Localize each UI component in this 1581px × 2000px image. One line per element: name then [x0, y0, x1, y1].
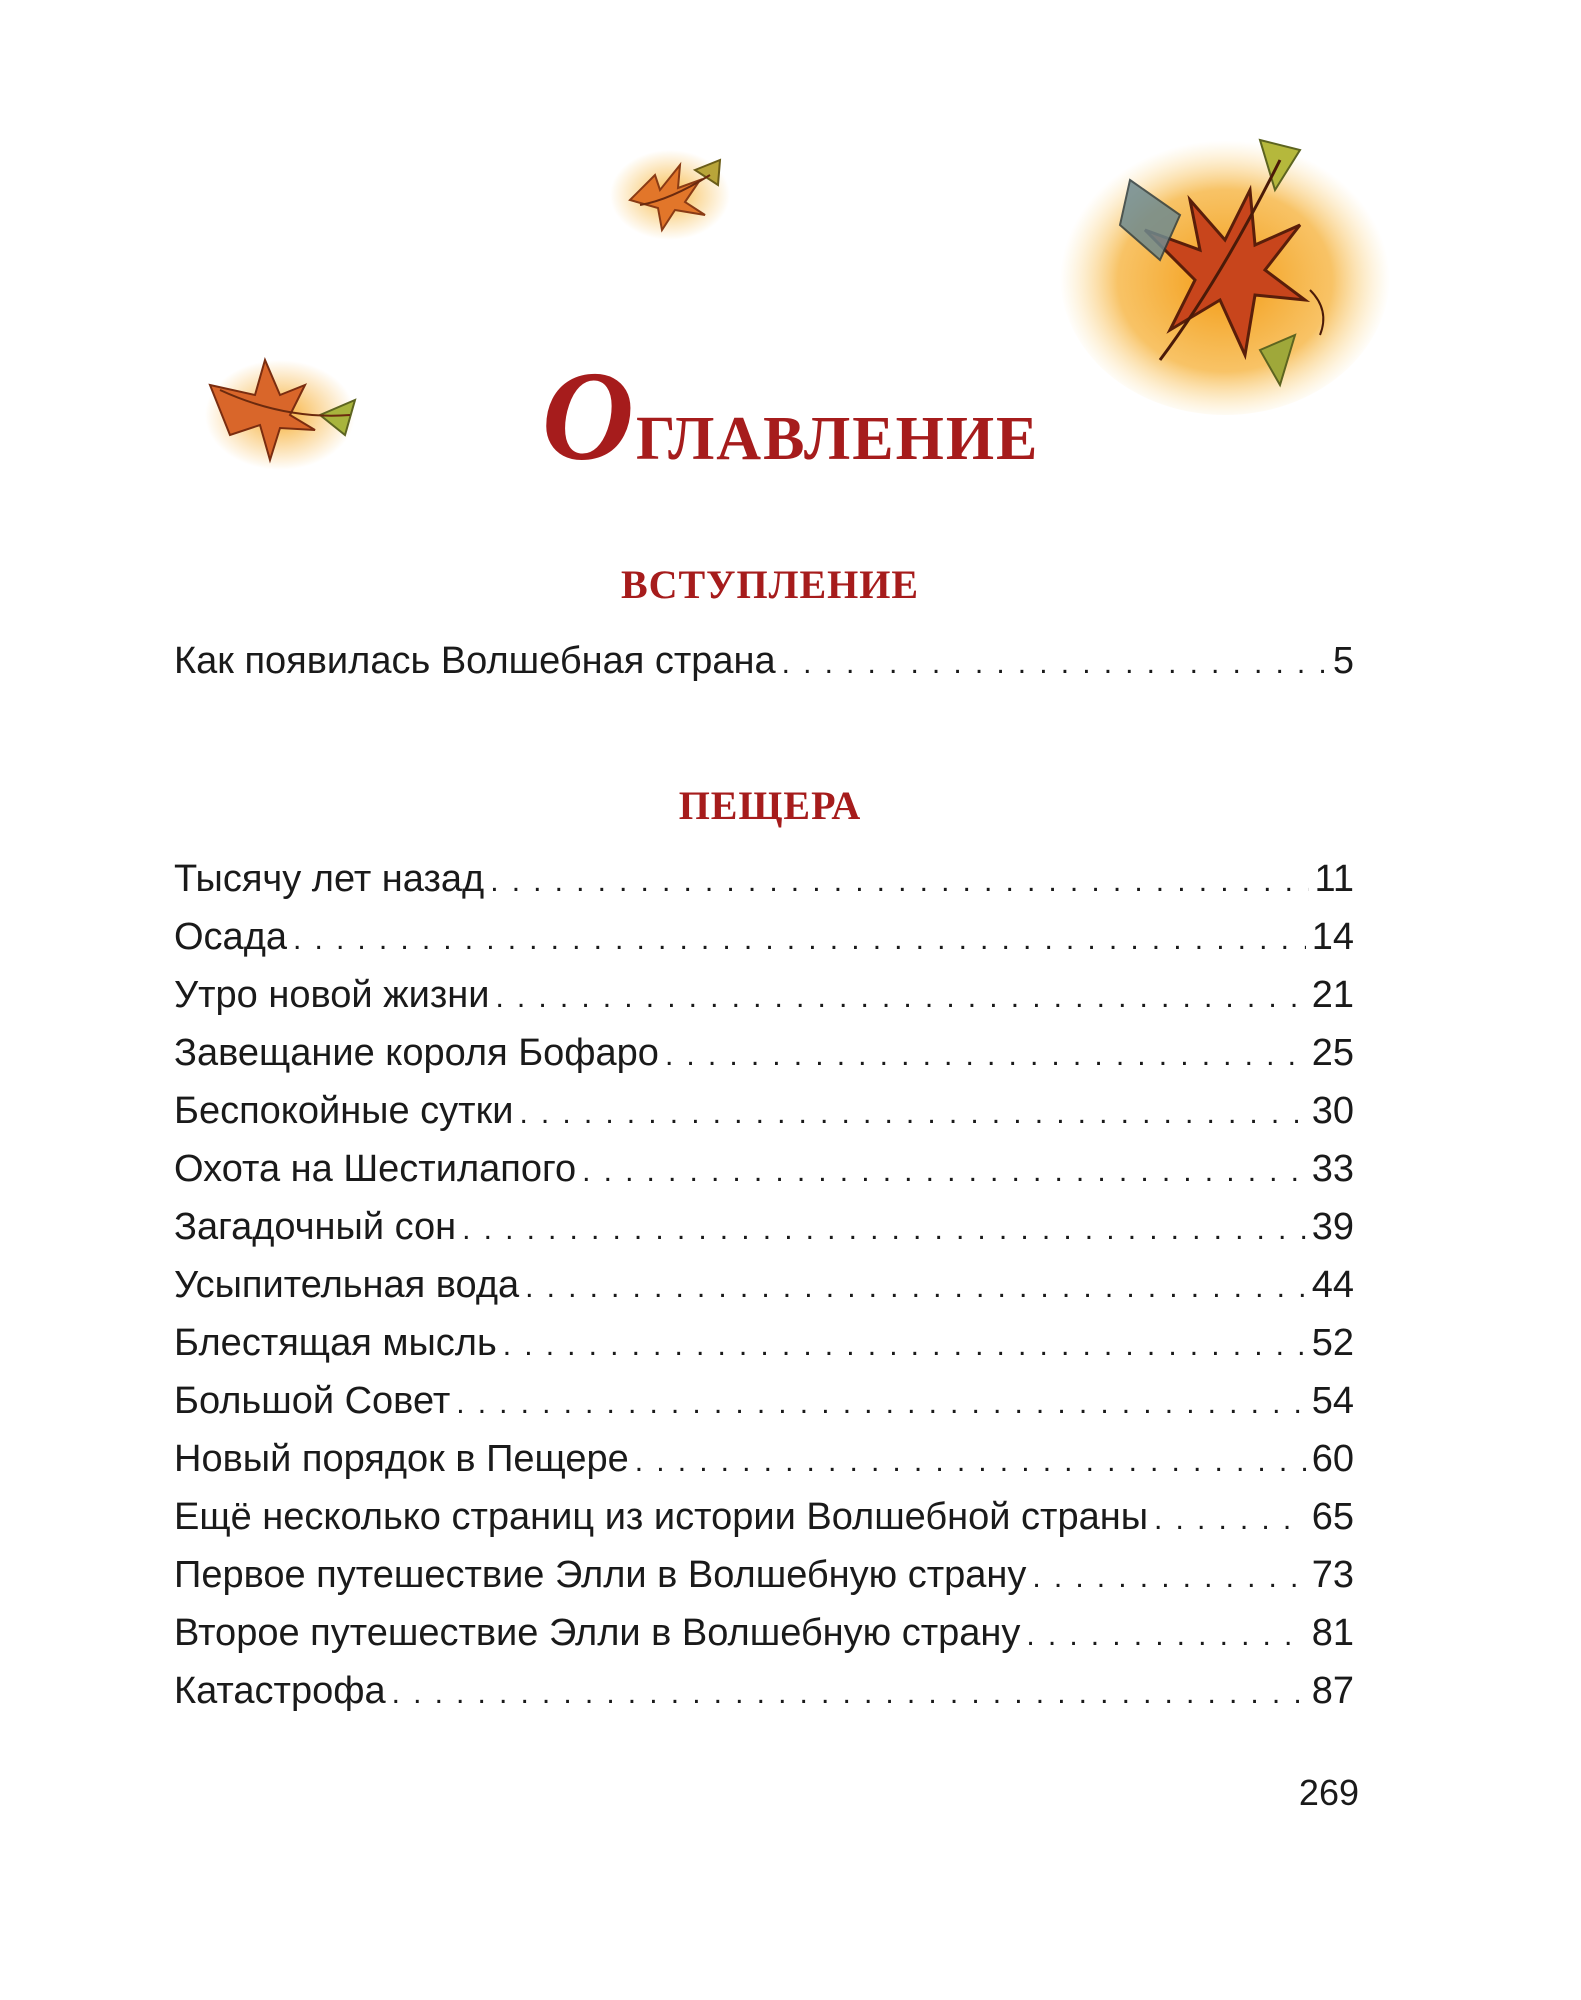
dot-leader: [392, 1665, 1306, 1723]
dot-leader: [293, 911, 1306, 969]
toc-entry-page: 81: [1311, 1612, 1354, 1654]
toc-entry-title: Усыпительная вода: [174, 1264, 520, 1306]
toc-entry-title: Второе путешествие Элли в Волшебную страну: [174, 1612, 1021, 1654]
dot-leader: [519, 1085, 1305, 1143]
toc-entry-title: Новый порядок в Пещере: [174, 1438, 629, 1480]
dot-leader: [525, 1259, 1306, 1317]
toc-entry-page: 73: [1311, 1554, 1354, 1596]
toc-section-intro: [174, 632, 1354, 690]
toc-entry-page: 14: [1311, 916, 1354, 958]
toc-entry-page: 5: [1332, 640, 1354, 682]
toc-entry-title: Загадочный сон: [174, 1206, 457, 1248]
dot-leader: [490, 853, 1308, 911]
toc-entry[interactable]: [174, 1488, 1354, 1546]
dot-leader: [665, 1027, 1306, 1085]
dot-leader: [1032, 1549, 1305, 1607]
toc-entry[interactable]: [174, 1198, 1354, 1256]
toc-entry[interactable]: [174, 966, 1354, 1024]
toc-entry-title: Завещание короля Бофаро: [174, 1032, 659, 1074]
toc-entry[interactable]: [174, 1430, 1354, 1488]
toc-entry[interactable]: [174, 908, 1354, 966]
toc-entry-title: Тысячу лет назад: [174, 858, 485, 900]
toc-entry[interactable]: [174, 1314, 1354, 1372]
page-number: 269: [1298, 1772, 1359, 1813]
toc-entry-title: Охота на Шестилапого: [174, 1148, 577, 1190]
dot-leader: [635, 1433, 1306, 1491]
toc-entry-page: 11: [1314, 858, 1354, 900]
title-initial: О: [541, 345, 636, 487]
toc-entry[interactable]: [174, 632, 1354, 690]
toc-entry-title: Как появилась Волшебная страна: [174, 640, 776, 682]
autumn-leaf-icon: [600, 130, 750, 250]
dot-leader: [456, 1375, 1305, 1433]
dot-leader: [495, 969, 1305, 1027]
toc-entry[interactable]: [174, 850, 1354, 908]
toc-entry-title: Блестящая мысль: [174, 1322, 497, 1364]
toc-entry[interactable]: [174, 1546, 1354, 1604]
dot-leader: [782, 635, 1327, 693]
toc-entry-page: 33: [1311, 1148, 1354, 1190]
toc-entry-page: 52: [1311, 1322, 1354, 1364]
toc-entry-page: 44: [1311, 1264, 1354, 1306]
toc-section-cave: [174, 850, 1354, 1720]
section-heading: ВСТУПЛЕНИЕ: [620, 562, 920, 607]
toc-entry[interactable]: [174, 1256, 1354, 1314]
toc-entry-page: 60: [1311, 1438, 1354, 1480]
toc-entry[interactable]: [174, 1082, 1354, 1140]
dot-leader: [1154, 1491, 1306, 1549]
toc-entry-title: Ещё несколько страниц из истории Волшебной страны: [174, 1496, 1149, 1538]
title-rest: главление: [636, 382, 1040, 479]
dot-leader: [503, 1317, 1306, 1375]
toc-entry-page: 30: [1311, 1090, 1354, 1132]
toc-entry[interactable]: [174, 1140, 1354, 1198]
page-title: [0, 345, 1581, 487]
toc-entry-title: Утро новой жизни: [174, 974, 490, 1016]
toc-entry-title: Беспокойные сутки: [174, 1090, 514, 1132]
toc-entry[interactable]: [174, 1372, 1354, 1430]
toc-entry-page: 65: [1311, 1496, 1354, 1538]
toc-entry-title: Первое путешествие Элли в Волшебную страну: [174, 1554, 1027, 1596]
dot-leader: [462, 1201, 1306, 1259]
dot-leader: [582, 1143, 1306, 1201]
section-heading: ПЕЩЕРА: [678, 783, 862, 828]
toc-entry[interactable]: [174, 1604, 1354, 1662]
toc-entry-page: 21: [1311, 974, 1354, 1016]
toc-entry[interactable]: [174, 1024, 1354, 1082]
toc-entry-page: 39: [1311, 1206, 1354, 1248]
toc-entry-title: Осада: [174, 916, 287, 958]
toc-entry-title: Катастрофа: [174, 1670, 386, 1712]
toc-entry-page: 87: [1311, 1670, 1354, 1712]
toc-entry-title: Большой Совет: [174, 1380, 451, 1422]
dot-leader: [1026, 1607, 1305, 1665]
toc-entry-page: 54: [1311, 1380, 1354, 1422]
toc-entry[interactable]: [174, 1662, 1354, 1720]
toc-entry-page: 25: [1311, 1032, 1354, 1074]
